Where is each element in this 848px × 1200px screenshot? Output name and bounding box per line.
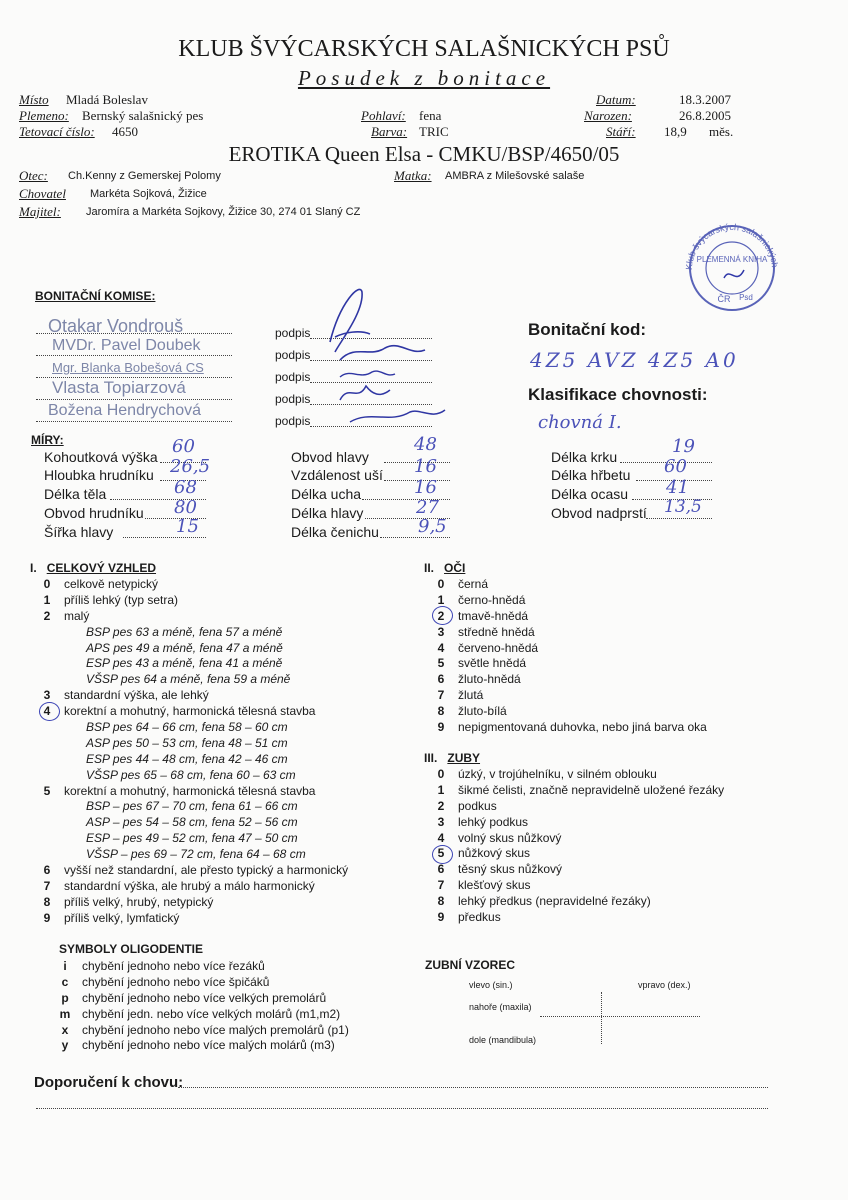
- zuby-row: [434, 845, 724, 861]
- item-text: BSP pes 64 – 66 cm, fena 58 – 60 cm: [86, 720, 288, 735]
- measure-label: Délka krku: [551, 449, 618, 465]
- stari-unit: měs.: [709, 124, 734, 139]
- item-text: chybění jednoho nebo více malých molárů (m3): [82, 1038, 335, 1053]
- measure-label: Vzdálenost uší: [291, 467, 383, 483]
- dole-label: dole (mandibula): [469, 1035, 537, 1045]
- item-text: těsný skus nůžkový: [458, 862, 563, 877]
- item-number: 8: [437, 894, 445, 909]
- matka-value: AMBRA z Milešovské salaše: [445, 170, 585, 182]
- vzhled-row: [40, 846, 348, 862]
- miry-heading: MÍRY:: [31, 433, 64, 447]
- vzhled-list: [40, 576, 348, 926]
- narozen-value: 26.8.2005: [679, 108, 731, 123]
- measure-value: 16: [414, 477, 437, 498]
- oci-row: [434, 703, 707, 719]
- club-stamp: [674, 222, 790, 312]
- komise-member: Mgr. Blanka Bobešová CS: [52, 360, 204, 375]
- doporuceni-line-2: [36, 1108, 768, 1109]
- item-text: ESP pes 44 – 48 cm, fena 42 – 46 cm: [86, 751, 288, 766]
- klasifikace-label: Klasifikace chovnosti:: [528, 385, 708, 404]
- item-text: BSP – pes 67 – 70 cm, fena 61 – 66 cm: [86, 799, 298, 814]
- signatures: [300, 282, 460, 432]
- vzhled-row: [40, 910, 348, 926]
- podpis-label: podpis: [275, 392, 311, 406]
- matka-label: Matka:: [394, 168, 432, 183]
- item-number: 7: [43, 878, 51, 893]
- vzhled-row: [40, 894, 348, 910]
- item-number: 9: [437, 910, 445, 925]
- vzhled-row: [40, 655, 348, 671]
- item-text: úzký, v trojúhelníku, v silném oblouku: [458, 767, 657, 781]
- otec-value: Ch.Kenny z Gemerskej Polomy: [68, 170, 221, 182]
- zuby-row: [434, 893, 724, 909]
- oligodontie-heading: SYMBOLY OLIGODENTIE: [59, 942, 204, 956]
- doporuceni-line-1: [178, 1087, 768, 1088]
- item-text: tmavě-hnědá: [458, 608, 529, 623]
- item-text: standardní výška, ale hrubý a málo harmonický: [64, 878, 315, 893]
- measure-label: Obvod hlavy: [291, 449, 369, 465]
- zuby-row: [434, 782, 724, 798]
- oligodontie-row: [58, 974, 349, 990]
- item-text: chybění jednoho nebo více malých premolárů (p1): [82, 1022, 349, 1037]
- vzorec-horizontal-line: [540, 1016, 700, 1017]
- komise-heading: BONITAČNÍ KOMISE:: [35, 289, 156, 303]
- tetovaci-value: 4650: [112, 124, 138, 139]
- measure-value: 60: [172, 436, 195, 457]
- oci-row: [434, 640, 707, 656]
- oci-selected-circle: [432, 606, 453, 625]
- item-number: 3: [43, 688, 51, 703]
- zuby-row: [434, 766, 724, 782]
- stamp-bottom: ČR: [717, 294, 731, 304]
- measure-value: 60: [664, 456, 687, 477]
- item-number: 7: [437, 688, 445, 703]
- item-number: 9: [437, 720, 445, 735]
- item-text: středně hnědá: [458, 624, 535, 639]
- measure-label: Délka těla: [44, 486, 107, 502]
- oligodontie-row: [58, 1006, 349, 1022]
- vzhled-row: [40, 798, 348, 814]
- item-text: VŠSP – pes 69 – 72 cm, fena 64 – 68 cm: [86, 847, 306, 862]
- zuby-heading: III. ZUBY: [424, 751, 481, 765]
- stamp-extra: Psd: [739, 293, 753, 302]
- oci-row: [434, 624, 707, 640]
- oligodontie-list: [58, 958, 349, 1053]
- measure-label: Délka čenichu: [291, 524, 379, 540]
- vzhled-row: [40, 830, 348, 846]
- item-number: m: [59, 1006, 71, 1021]
- item-text: malý: [64, 608, 90, 623]
- item-text: lehký podkus: [458, 814, 529, 829]
- item-text: ESP pes 43 a méně, fena 41 a méně: [86, 656, 283, 671]
- item-text: nůžkový skus: [458, 846, 531, 861]
- item-text: podkus: [458, 798, 497, 813]
- vzhled-row: [40, 862, 348, 878]
- item-text: VŠSP pes 65 – 68 cm, fena 60 – 63 cm: [86, 767, 296, 782]
- stamp-text: Klub švýcarských salašnických: [683, 222, 780, 271]
- measure-label: Délka hřbetu: [551, 467, 631, 483]
- item-text: ASP – pes 54 – 58 cm, fena 52 – 56 cm: [86, 815, 298, 830]
- item-text: chybění jednoho nebo více velkých premolárů: [82, 990, 327, 1005]
- item-number: 1: [437, 782, 445, 797]
- bonitacni-kod-value: 4Z5 AVZ 4Z5 A0: [530, 348, 739, 372]
- vzhled-row: [40, 608, 348, 624]
- vzhled-heading: I. CELKOVÝ VZHLED: [30, 561, 157, 575]
- barva-label: Barva:: [371, 124, 408, 139]
- oci-row: [434, 592, 707, 608]
- item-text: příliš velký, lymfatický: [64, 910, 180, 925]
- measure-label: Délka hlavy: [291, 505, 364, 521]
- komise-member: Božena Hendrychová: [48, 402, 201, 419]
- oci-row: [434, 719, 707, 735]
- item-number: 5: [43, 783, 51, 798]
- vzhled-row: [40, 767, 348, 783]
- item-number: 6: [437, 672, 445, 687]
- measure-value: 80: [174, 497, 197, 518]
- item-text: příliš lehký (typ setra): [64, 592, 179, 607]
- item-text: nepigmentovaná duhovka, nebo jiná barva oka: [458, 720, 707, 735]
- podpis-label: podpis: [275, 370, 311, 384]
- vpravo-label: vpravo (dex.): [638, 980, 691, 990]
- vzhled-row: [40, 640, 348, 656]
- item-text: černá: [458, 577, 489, 591]
- measure-label: Šířka hlavy: [44, 524, 114, 540]
- item-number: 5: [437, 846, 445, 861]
- item-text: žluto-hnědá: [458, 672, 521, 687]
- item-text: korektní a mohutný, harmonická tělesná stavba: [64, 704, 316, 719]
- item-number: c: [61, 974, 69, 989]
- zuby-row: [434, 798, 724, 814]
- item-text: žlutá: [458, 688, 484, 703]
- oci-row: [434, 655, 707, 671]
- plemeno-label: Plemeno:: [19, 108, 69, 123]
- vzhled-row: [40, 735, 348, 751]
- item-text: lehký předkus (nepravidelné řezáky): [458, 894, 651, 909]
- pohlavi-label: Pohlaví:: [361, 108, 406, 123]
- narozen-label: Narozen:: [584, 108, 632, 123]
- chovatel-value: Markéta Sojková, Žižice: [90, 188, 207, 200]
- dog-name: EROTIKA Queen Elsa - CMKU/BSP/4650/05: [228, 142, 620, 166]
- item-text: žluto-bílá: [458, 704, 507, 719]
- item-number: 6: [437, 862, 445, 877]
- item-number: 2: [437, 608, 445, 623]
- measure-value: 15: [176, 516, 199, 537]
- measure-value: 48: [414, 434, 437, 455]
- datum-label: Datum:: [596, 92, 636, 107]
- plemeno-value: Bernský salašnický pes: [82, 108, 204, 123]
- measure-label: Délka ucha: [291, 486, 362, 502]
- item-text: APS pes 49 a méně, fena 47 a méně: [86, 640, 283, 655]
- podpis-label: podpis: [275, 326, 311, 340]
- oligodontie-row: [58, 990, 349, 1006]
- tetovaci-label: Tetovací číslo:: [19, 124, 95, 139]
- item-number: p: [61, 990, 69, 1005]
- club-title: KLUB ŠVÝCARSKÝCH SALAŠNICKÝCH PSŮ: [178, 36, 670, 62]
- item-text: VŠSP pes 64 a méně, fena 59 a méně: [86, 672, 291, 687]
- item-text: klešťový skus: [458, 878, 531, 893]
- zuby-row: [434, 877, 724, 893]
- item-number: 8: [43, 894, 51, 909]
- item-text: chybění jedn. nebo více velkých molárů (m1,m2): [82, 1006, 341, 1021]
- misto-value: Mladá Boleslav: [66, 92, 148, 107]
- oci-row: [434, 687, 707, 703]
- vlevo-label: vlevo (sin.): [469, 980, 513, 990]
- item-number: 0: [437, 767, 445, 781]
- item-number: 2: [437, 798, 445, 813]
- zuby-list: [434, 766, 724, 925]
- pohlavi-value: fena: [419, 108, 442, 123]
- item-text: černo-hnědá: [458, 592, 526, 607]
- podpis-label: podpis: [275, 348, 311, 362]
- vzhled-row: [40, 703, 348, 719]
- item-text: celkově netypický: [64, 577, 159, 591]
- zuby-selected-circle: [432, 845, 453, 864]
- item-text: chybění jednoho nebo více řezáků: [82, 959, 265, 973]
- item-text: vyšší než standardní, ale přesto typický a harmonický: [64, 863, 349, 878]
- item-number: x: [61, 1022, 69, 1037]
- vzhled-row: [40, 624, 348, 640]
- item-text: korektní a mohutný, harmonická tělesná stavba: [64, 783, 316, 798]
- vzorec-vertical-line: [601, 992, 602, 1044]
- komise-member: MVDr. Pavel Doubek: [52, 337, 201, 354]
- podpis-label: podpis: [275, 414, 311, 428]
- vzhled-row: [40, 814, 348, 830]
- item-number: i: [63, 959, 67, 973]
- vzhled-row: [40, 592, 348, 608]
- otec-label: Otec:: [19, 168, 48, 183]
- vzhled-selected-circle: [39, 702, 60, 721]
- item-number: 7: [437, 878, 445, 893]
- measure-value: 9,5: [418, 516, 447, 537]
- chovatel-label: Chovatel: [19, 186, 66, 201]
- item-text: ESP – pes 49 – 52 cm, fena 47 – 50 cm: [86, 831, 298, 846]
- measure-value: 26,5: [170, 456, 211, 477]
- komise-member: Vlasta Topiarzová: [52, 378, 186, 397]
- majitel-value: Jaromíra a Markéta Sojkovy, Žižice 30, 274 01 Slaný CZ: [86, 206, 361, 218]
- vzhled-row: [40, 783, 348, 799]
- measure-value: 68: [174, 477, 197, 498]
- oligodontie-row: [58, 1037, 349, 1053]
- item-text: ASP pes 50 – 53 cm, fena 48 – 51 cm: [86, 735, 288, 750]
- stari-label: Stáří:: [606, 124, 636, 139]
- oci-row: [434, 671, 707, 687]
- stamp-inner: PLEMENNÁ KNIHA: [696, 255, 768, 264]
- item-text: červeno-hnědá: [458, 640, 539, 655]
- vzhled-row: [40, 878, 348, 894]
- klasifikace-value: chovná I.: [538, 412, 622, 433]
- measure-label: Délka ocasu: [551, 486, 629, 502]
- measure-value: 27: [416, 497, 439, 518]
- oci-row: [434, 608, 707, 624]
- item-number: 5: [437, 656, 445, 671]
- zuby-row: [434, 830, 724, 846]
- item-number: 3: [437, 624, 445, 639]
- item-number: 1: [43, 592, 51, 607]
- item-number: 0: [43, 577, 51, 591]
- oligodontie-row: [58, 958, 349, 974]
- measure-label: Obvod hrudníku: [44, 505, 144, 521]
- oci-row: [434, 576, 707, 592]
- oligodontie-row: [58, 1022, 349, 1038]
- vzhled-row: [40, 719, 348, 735]
- item-number: 0: [437, 577, 445, 591]
- measure-label: Kohoutková výška: [44, 449, 158, 465]
- vzhled-row: [40, 671, 348, 687]
- item-text: světle hnědá: [458, 656, 527, 671]
- item-number: 2: [43, 608, 51, 623]
- item-text: chybění jednoho nebo více špičáků: [82, 974, 270, 989]
- item-number: 9: [43, 910, 51, 925]
- zubni-vzorec-heading: ZUBNÍ VZOREC: [425, 958, 515, 972]
- measure-value: 41: [666, 477, 689, 498]
- item-text: BSP pes 63 a méně, fena 57 a méně: [86, 624, 283, 639]
- document-title: Posudek z bonitace: [297, 66, 551, 90]
- measure-label: Obvod nadprstí: [551, 505, 647, 521]
- vzhled-row: [40, 751, 348, 767]
- item-text: volný skus nůžkový: [458, 830, 562, 845]
- vzhled-row: [40, 687, 348, 703]
- doporuceni-label: Doporučení k chovu:: [34, 1074, 184, 1091]
- komise-member: Otakar Vondrouš: [48, 316, 184, 336]
- datum-value: 18.3.2007: [679, 92, 731, 107]
- zuby-row: [434, 861, 724, 877]
- measure-value: 19: [672, 436, 695, 457]
- nahore-label: nahoře (maxila): [469, 1002, 532, 1012]
- barva-value: TRIC: [419, 124, 449, 139]
- item-text: šikmé čelisti, značně nepravidelně uložené řezáky: [458, 782, 725, 797]
- item-text: příliš velký, hrubý, netypický: [64, 894, 214, 909]
- measure-value: 16: [414, 456, 437, 477]
- zuby-row: [434, 814, 724, 830]
- item-number: 4: [437, 830, 445, 845]
- oci-list: [434, 576, 707, 735]
- measure-label: Hloubka hrudníku: [44, 467, 154, 483]
- oci-heading: II. OČI: [424, 561, 466, 575]
- item-number: 1: [437, 592, 445, 607]
- item-number: 3: [437, 814, 445, 829]
- zuby-row: [434, 909, 724, 925]
- item-number: y: [61, 1038, 69, 1053]
- item-text: předkus: [458, 910, 501, 925]
- item-number: 8: [437, 704, 445, 719]
- item-number: 6: [43, 863, 51, 878]
- item-number: 4: [437, 640, 445, 655]
- item-text: standardní výška, ale lehký: [64, 688, 209, 703]
- stari-value: 18,9: [664, 124, 687, 139]
- measure-value: 13,5: [664, 497, 702, 517]
- bonitacni-kod-label: Bonitační kod:: [528, 320, 647, 339]
- misto-label: Místo: [19, 92, 49, 107]
- item-number: 4: [43, 704, 51, 719]
- vzhled-row: [40, 576, 348, 592]
- majitel-label: Majitel:: [19, 204, 61, 219]
